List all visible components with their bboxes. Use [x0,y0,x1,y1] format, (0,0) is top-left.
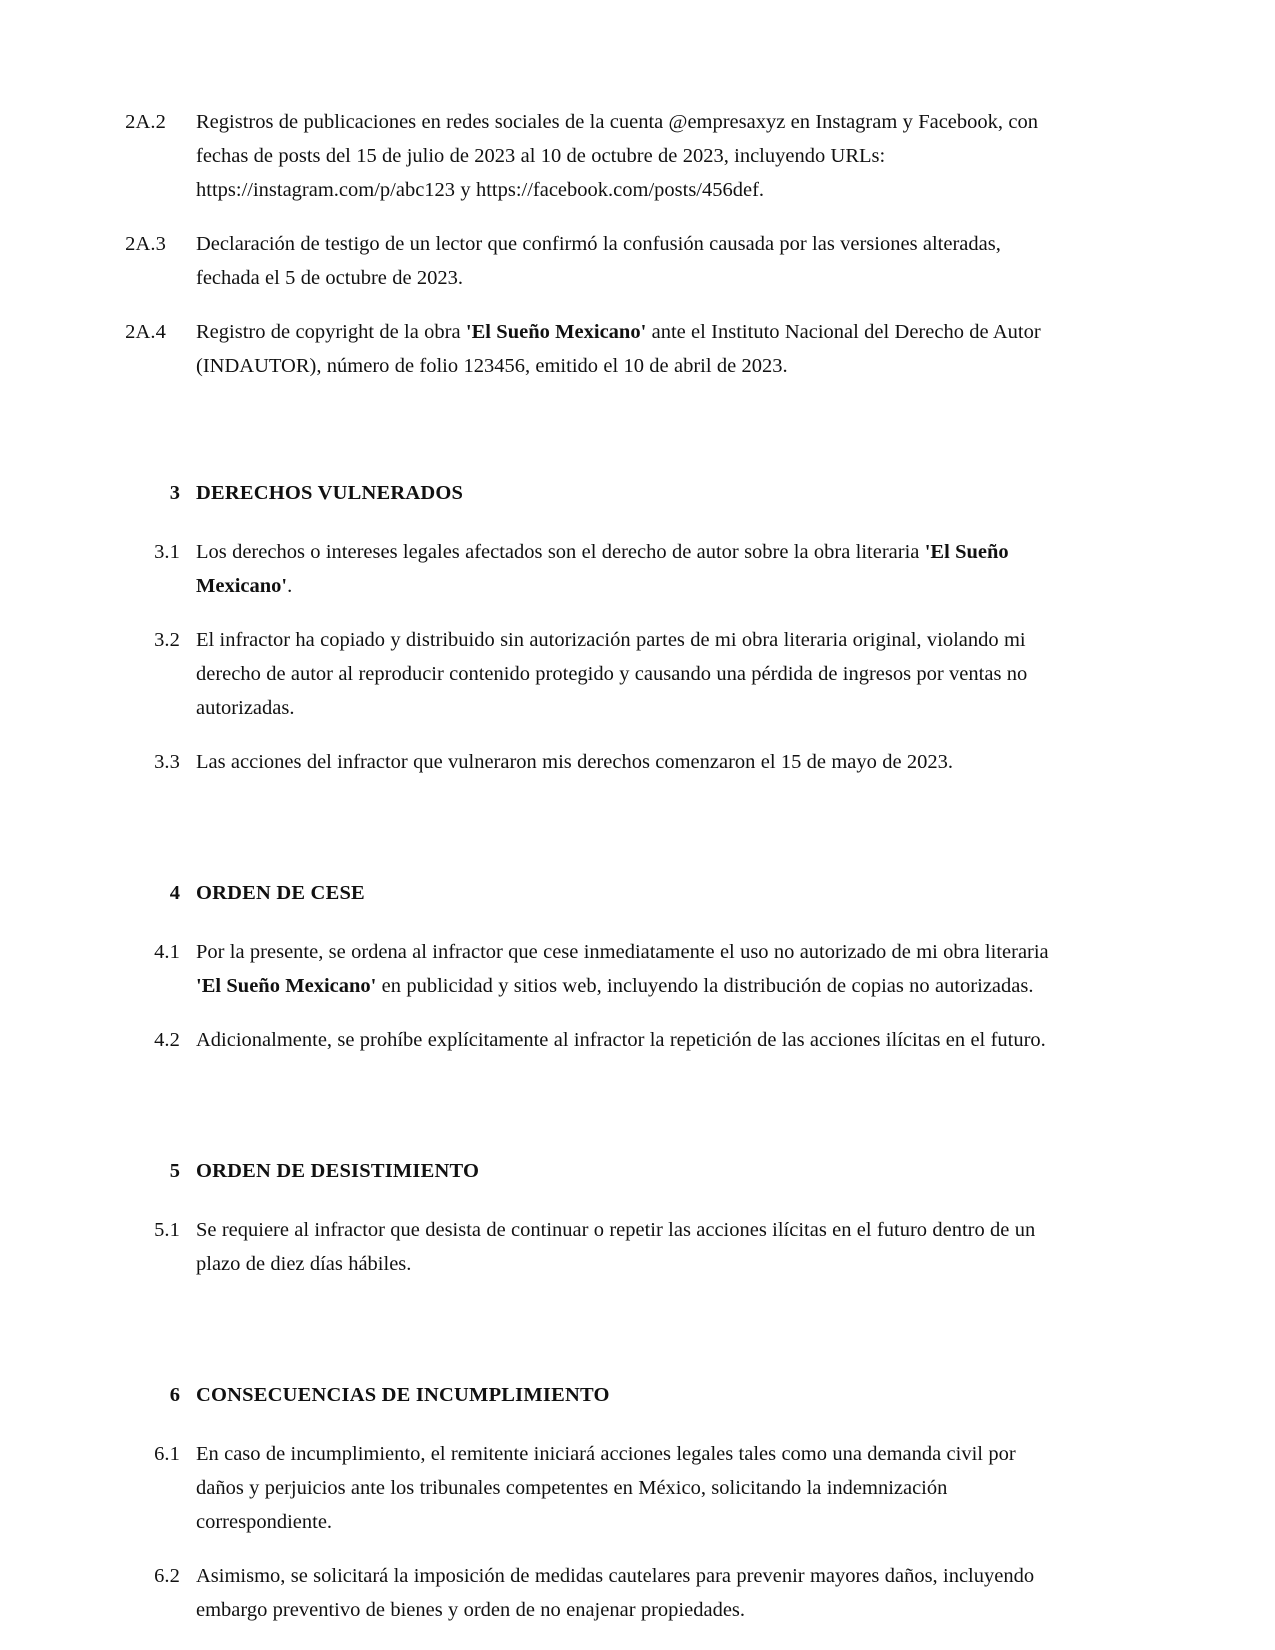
clause-text-run: Adicionalmente, se prohíbe explícitamente al infractor la repetición de las acciones ilícitas en el futuro. [196,1029,1046,1051]
section-title: CONSECUENCIAS DE INCUMPLIMIENTO [196,1384,610,1406]
clause-body [180,745,1050,779]
clause-2A.2 [125,105,1050,207]
clause-text-run: Por la presente, se ordena al infractor que cese inmediatamente el uso no autorizado de mi obra literaria [196,941,1049,963]
clause-3.3 [132,745,1050,779]
clause-2A.3 [125,227,1050,295]
clause-number: 3.1 [154,541,180,563]
clause-text-run: Registros de publicaciones en redes sociales de la cuenta @empresaxyz en Instagram y Facebook, con fechas de posts del 15 de julio de 2023 al 10 de octubre de 2023, incluyendo URLs: https://instagram.com/p/abc123 y https://facebook.com/posts/456def. [196,111,1038,201]
clause-3.1 [132,535,1050,603]
clause-body [180,623,1050,725]
clause-body [180,1023,1050,1057]
clause-text-run: en publicidad y sitios web, incluyendo la distribución de copias no autorizadas. [376,975,1034,997]
clause-body [180,315,1050,383]
clause-body [180,227,1050,295]
section-number: 4 [169,882,180,904]
clause-3.2 [132,623,1050,725]
section-heading-6 [132,1301,1050,1411]
clause-body [180,935,1050,1003]
clause-6.2 [132,1559,1050,1627]
clause-body [180,105,1050,207]
emphasised-text: 'El Sueño Mexicano' [465,321,647,343]
section-number: 3 [169,482,180,504]
clause-number: 2A.2 [125,111,166,133]
clause-number: 6.2 [154,1565,180,1587]
emphasised-text: 'El Sueño Mexicano' [196,541,1009,597]
section-heading-4 [132,799,1050,909]
section-heading-3 [132,403,1050,509]
clause-number: 6.1 [154,1443,180,1465]
clause-text-run: ante el Instituto Nacional del Derecho de Autor (INDAUTOR), número de folio 123456, emitido el 10 de abril de 2023. [196,321,1041,377]
clause-text-run: Se requiere al infractor que desista de continuar o repetir las acciones ilícitas en el futuro dentro de un plazo de diez días hábiles. [196,1219,1036,1275]
section-number: 6 [169,1384,180,1406]
clause-text-run: Registro de copyright de la obra [196,321,466,343]
clause-number: 3.2 [154,629,180,651]
clause-5.1 [132,1213,1050,1281]
clause-text-run: Las acciones del infractor que vulneraron mis derechos comenzaron el 15 de mayo de 2023. [196,751,954,773]
clause-number: 2A.4 [125,321,166,343]
clause-text-run: Declaración de testigo de un lector que confirmó la confusión causada por las versiones alteradas, fechada el 5 de octubre de 2023. [196,233,1001,289]
section-number: 5 [169,1160,180,1182]
emphasised-text: 'El Sueño Mexicano' [196,975,377,997]
section-heading-5 [132,1077,1050,1187]
clause-number: 4.1 [154,941,180,963]
clause-body [180,535,1050,603]
clause-body [180,1437,1050,1539]
clause-text-run: Los derechos o intereses legales afectados son el derecho de autor sobre la obra literaria [196,541,925,563]
clause-body [180,1559,1050,1627]
section-title: ORDEN DE CESE [196,882,365,904]
document-body [125,105,1050,1627]
clause-4.2 [132,1023,1050,1057]
clause-4.1 [132,935,1050,1003]
sections-block [132,403,1050,1627]
clause-text-run: El infractor ha copiado y distribuido sin autorización partes de mi obra literaria original, violando mi derecho de autor al reproducir contenido protegido y causando una pérdida de ingresos por ventas no autorizadas. [196,629,1028,719]
clause-number: 5.1 [154,1219,180,1241]
clause-number: 3.3 [154,751,180,773]
clause-number: 4.2 [154,1029,180,1051]
clause-number: 2A.3 [125,233,166,255]
section-title: ORDEN DE DESISTIMIENTO [196,1160,480,1182]
continued-clauses-block [125,105,1050,383]
clause-text-run: En caso de incumplimiento, el remitente iniciará acciones legales tales como una demanda civil por daños y perjuicios ante los tribunales competentes en México, solicitando la indemnización correspondiente. [196,1443,1016,1533]
section-title: DERECHOS VULNERADOS [196,482,464,504]
clause-body [180,1213,1050,1281]
clause-6.1 [132,1437,1050,1539]
clause-text-run: . [287,575,293,597]
clause-2A.4 [125,315,1050,383]
clause-text-run: Asimismo, se solicitará la imposición de medidas cautelares para prevenir mayores daños, incluyendo embargo preventivo de bienes y orden de no enajenar propiedades. [196,1565,1035,1621]
